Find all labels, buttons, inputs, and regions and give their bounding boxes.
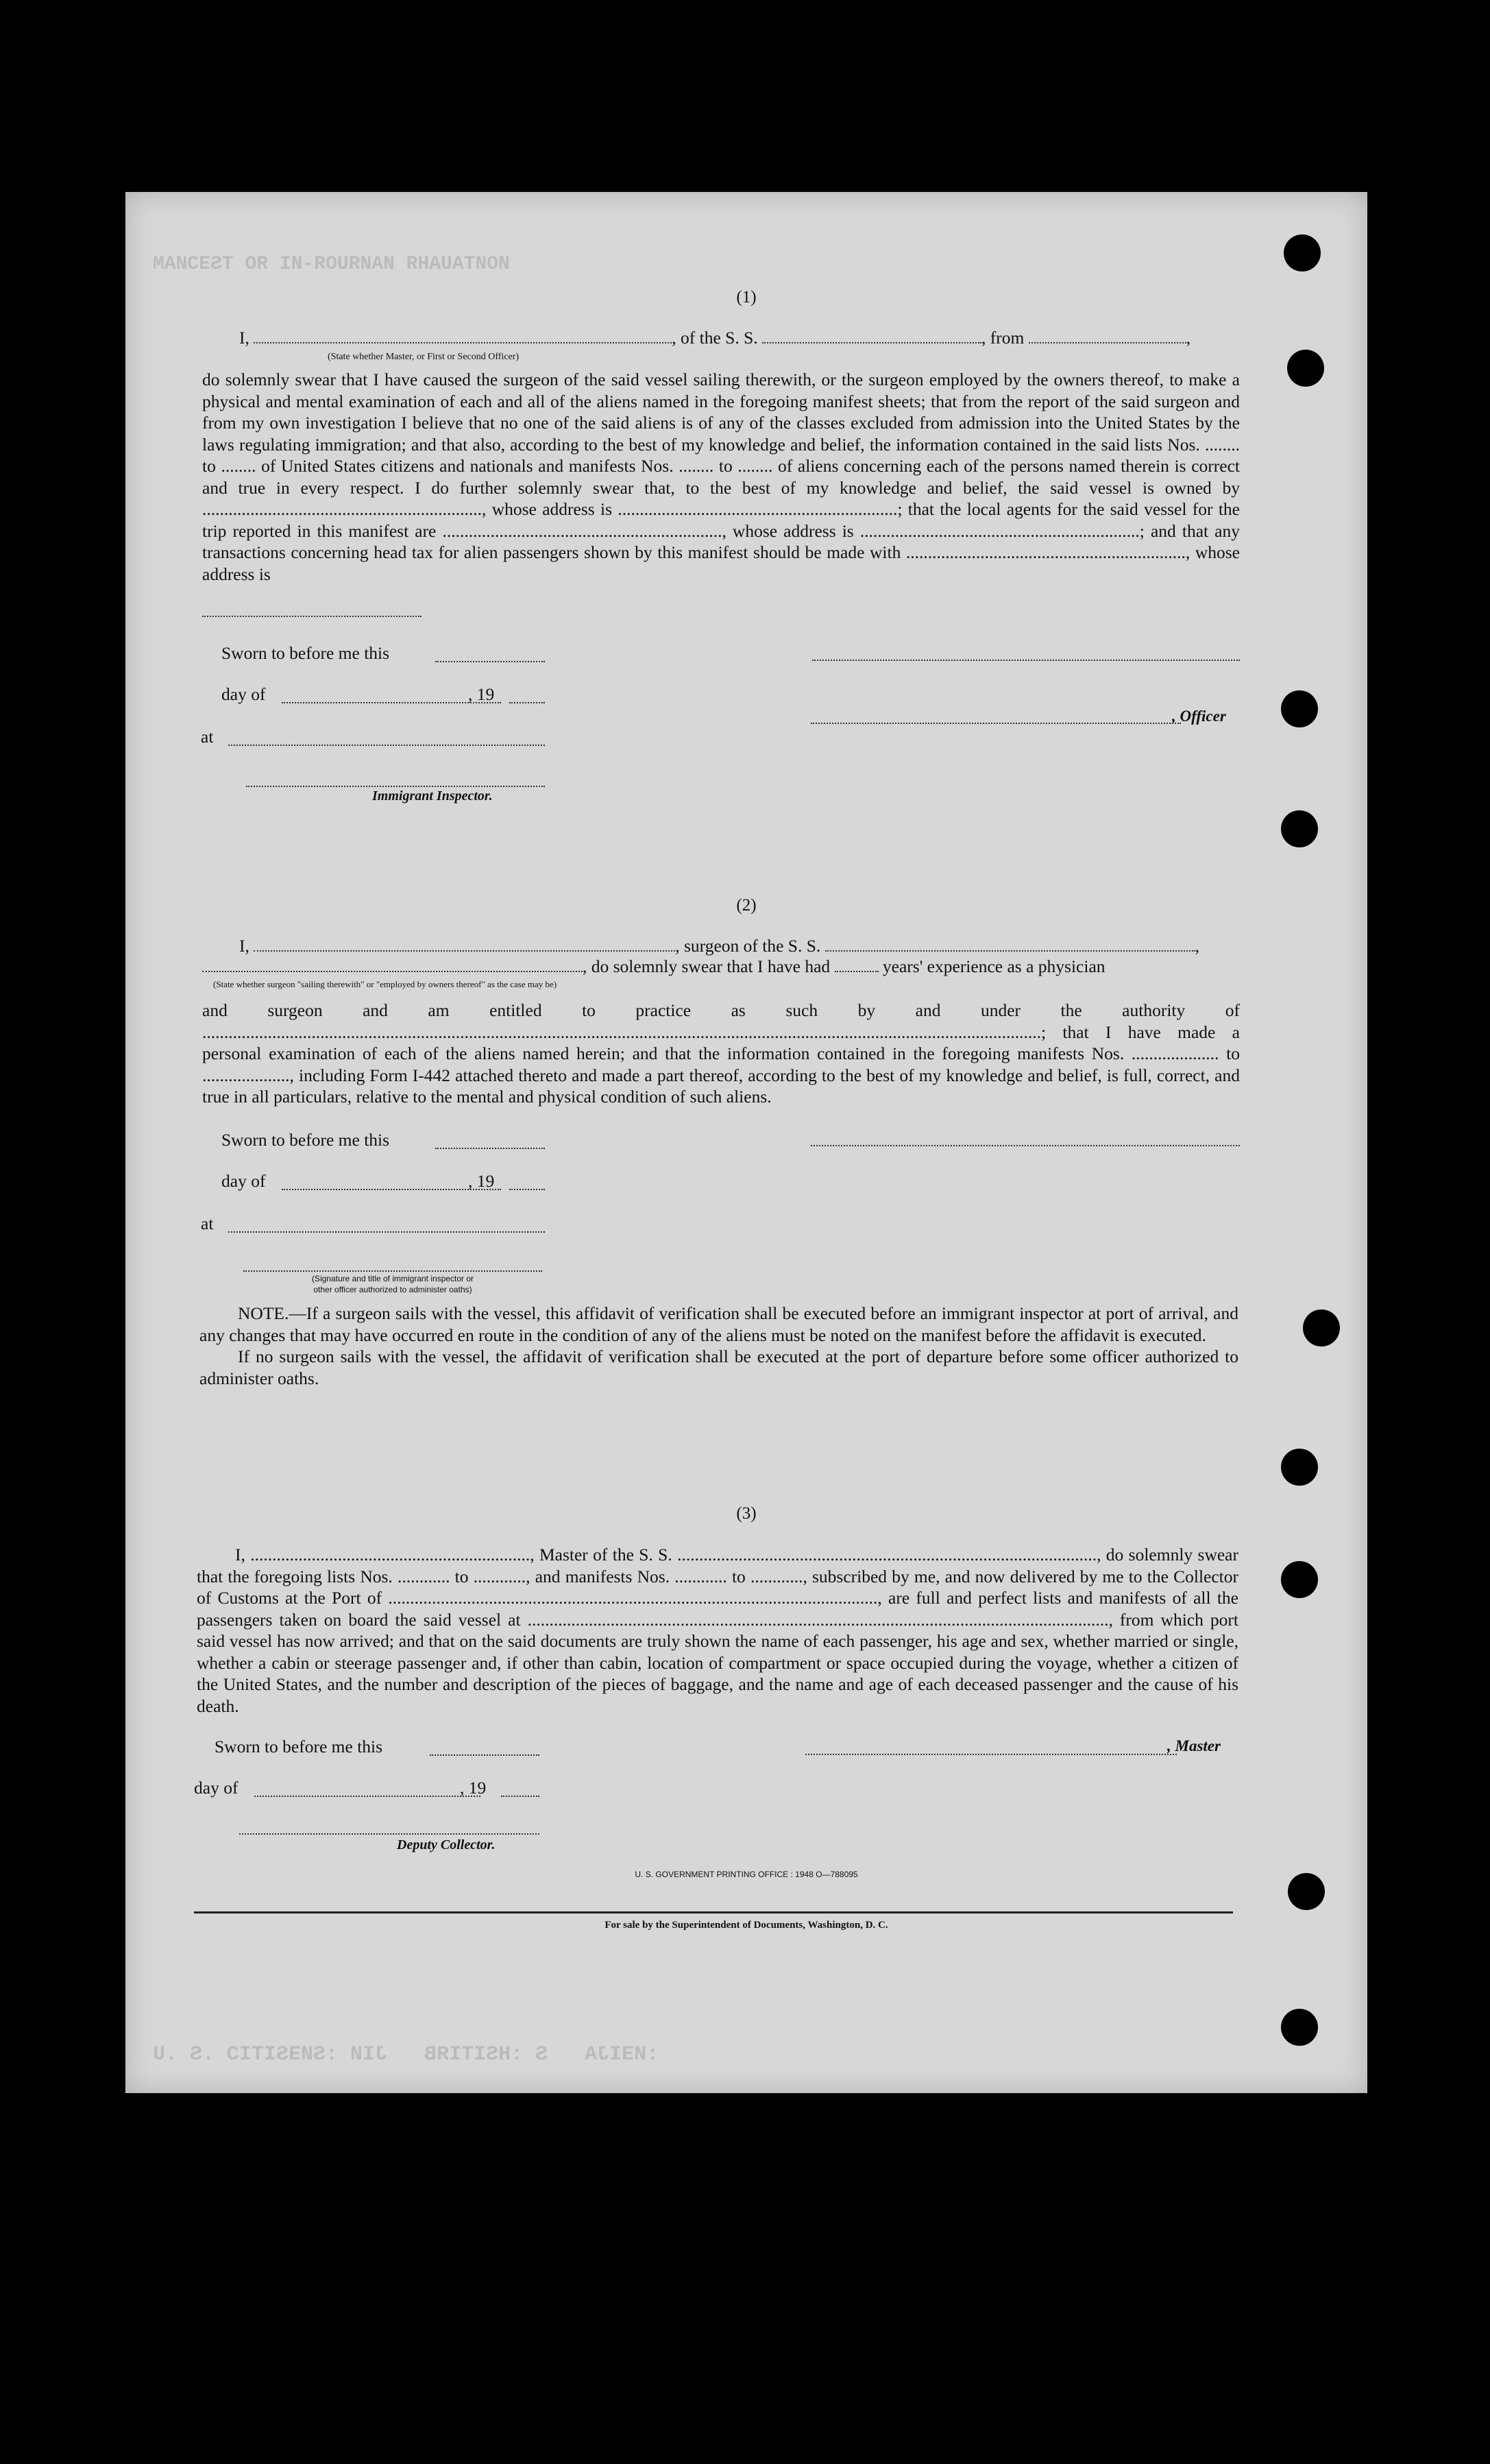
section-2-oath-text: and surgeon and am entitled to practice as such by and under the authority of ................................................................................................................................................................................................; that I have made a personal examination of each of the aliens named herein; and that the information contained in the foregoing manifests Nos. .................... to ...................., including Form I-442 attached thereto and made a part thereof, according to the best of my knowledge and belief, is full, correct, and true in all particulars, relative to the mental and physical condition of such aliens. — [202, 1000, 1240, 1107]
master-signature-line — [805, 1754, 1177, 1755]
month-line — [254, 1796, 480, 1797]
at-label: at — [201, 727, 214, 747]
punch-hole — [1281, 810, 1318, 847]
day-of-label: day of — [194, 1778, 239, 1798]
sale-note: For sale by the Superintendent of Documents, Washington, D. C. — [604, 1920, 888, 1931]
section-1-number: (1) — [736, 288, 757, 306]
officer-label: , Officer — [1172, 708, 1226, 725]
sworn-label: Sworn to before me this — [221, 643, 390, 663]
date-line — [435, 1148, 545, 1149]
officer-name-line — [811, 723, 1181, 724]
punch-hole — [1284, 234, 1321, 271]
section-1-rank-note: (State whether Master, or First or Second Officer) — [328, 352, 520, 362]
section-2-number: (2) — [736, 896, 757, 915]
punch-hole — [1281, 2009, 1318, 2046]
bleed-through-text: :ИƎIJA S :HSITIЯB JIИ :SИƎSITIƆ .S .U — [153, 2043, 659, 2066]
signature-title-note-2: other officer authorized to administer oaths) — [313, 1285, 472, 1294]
collector-signature-line — [239, 1833, 539, 1835]
form-page — [125, 192, 1367, 2093]
punch-hole — [1281, 1561, 1318, 1598]
section-1-oath-text: do solemnly swear that I have caused the surgeon of the said vessel sailing therewith, or the surgeon employed by the owners thereof, to make a physical and mental examination of each and all of the aliens named in the foregoing manifest sheets; that from the report of the said surgeon and from my own investigation I believe that no one of the said aliens is of any of the classes excluded from admission into the United States by the laws regulating immigration; and that also, according to the best of my knowledge and belief, the information contained in the said lists Nos. ........ to ........ of United States citizens and nationals and manifests Nos. ........ to ........ of aliens concerning each of the persons named therein is correct and true in every respect. I do further solemnly swear that, to the best of my knowledge and belief, the said vessel is owned by ................................................................, whose address is ................................................................; that the local agents for the said vessel for the trip reported in this manifest are ................................................................, whose address is ................................................................; and that any transactions concerning head tax for alien passengers shown by this manifest should be made with ................................................................, whose address is — [202, 370, 1240, 584]
at-label: at — [201, 1213, 214, 1233]
punch-hole — [1303, 1309, 1340, 1346]
date-line — [435, 661, 545, 662]
year-line — [501, 1796, 539, 1797]
deputy-collector-label: Deputy Collector. — [397, 1837, 496, 1852]
sworn-label: Sworn to before me this — [221, 1130, 390, 1150]
section-2-first-line: I, , surgeon of the S. S. , — [239, 936, 1200, 956]
bleed-through-text: ИОИТAUAHЯ ИАИЯUOЯ-ИI ЯO TSƎƆИAM — [153, 254, 510, 275]
footer-rule — [194, 1911, 1233, 1913]
section-3-oath-text: I, ................................................................, Master of the S. S. ................................................................................................, do solemnly swear that the foregoing lists Nos. ............ to ............, and manifests Nos. ............ to ............, subscribed by me, and now delivered by me to the Collector of Customs at the Port of ................................................................................................................, are full and perfect lists and manifests of all the passengers taken on board the said vessel at ....................................................................................................................................., from which port said vessel has now arrived; and that on the said documents are truly shown the name of each passenger, his age and sex, whether married or single, whether a cabin or steerage passenger and, if other than cabin, location of compartment or space occupied during the voyage, whether a citizen of the United States, and the number and description of the pieces of baggage, and the name and age of each deceased passenger and the cause of his death. — [197, 1545, 1238, 1716]
day-of-label: day of — [221, 684, 266, 704]
section-2-surgeon-note: (State whether surgeon "sailing therewith" or "employed by owners thereof" as the case may be) — [213, 979, 557, 989]
year-line — [509, 702, 545, 703]
surgeon-signature-line — [811, 1145, 1240, 1146]
day-of-label: day of — [221, 1171, 266, 1191]
signature-line — [202, 616, 422, 617]
place-line — [228, 1231, 545, 1233]
sworn-label: Sworn to before me this — [215, 1737, 383, 1756]
printing-office-note: U. S. GOVERNMENT PRINTING OFFICE : 1948 O—788095 — [635, 1870, 858, 1879]
year-label: , 19 — [468, 1171, 495, 1191]
surgeon-note: NOTE.—If a surgeon sails with the vessel, this affidavit of verification shall be executed before an immigrant inspector at port of arrival, and any changes that may have occurred en route in the condition of any of the aliens must be noted on the manifest before the affidavit is executed. If no surgeon sails with the vessel, the affidavit of verification shall be executed at the port of departure before some officer authorized to administer oaths. — [199, 1303, 1238, 1388]
inspector-signature-line — [243, 1270, 542, 1272]
date-line — [430, 1754, 539, 1756]
year-line — [509, 1189, 545, 1190]
immigrant-inspector-label: Immigrant Inspector. — [372, 788, 493, 804]
year-label: , 19 — [468, 684, 495, 704]
inspector-signature-line — [246, 786, 545, 787]
officer-signature-line — [812, 660, 1240, 661]
place-line — [228, 745, 545, 746]
section-1-first-line: I, , of the S. S. , from , — [239, 328, 1191, 348]
section-2-second-line: , do solemnly swear that I have had years' experience as a physician — [202, 956, 1106, 977]
master-label: , Master — [1167, 1737, 1221, 1754]
punch-hole — [1281, 690, 1318, 727]
signature-title-note-1: (Signature and title of immigrant inspector or — [311, 1274, 474, 1283]
section-3-number: (3) — [736, 1504, 757, 1523]
year-label: , 19 — [460, 1778, 487, 1798]
punch-hole — [1281, 1449, 1318, 1486]
punch-hole — [1287, 350, 1324, 387]
